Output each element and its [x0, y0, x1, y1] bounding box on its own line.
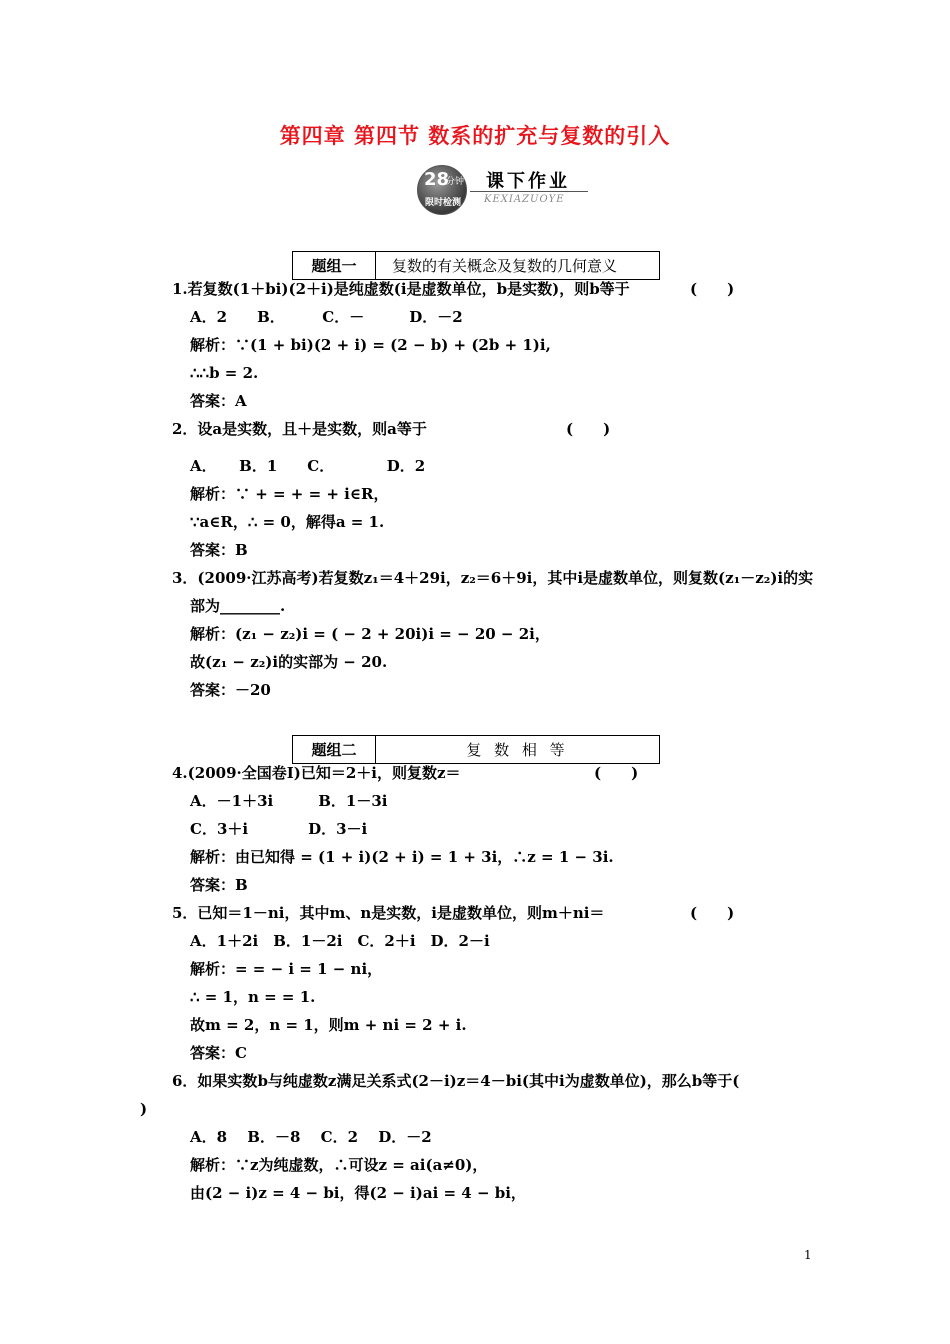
options: A．8 B．－8 C．2 D．－2 — [190, 1128, 432, 1146]
group-topic: 复 数 相 等 — [466, 741, 569, 759]
options: A．2 B． C．－ D．－2 — [190, 308, 463, 326]
options: C．3＋i D．3－i — [190, 820, 368, 838]
group-header-1 — [292, 251, 660, 280]
badge-number: 28 — [424, 169, 450, 190]
answer-line: 答案：B — [190, 876, 248, 894]
answer-blank: ( ) — [690, 904, 735, 922]
badge-subtitle: 限时检测 — [424, 198, 461, 208]
options: A．－1＋3i B．1－3i — [190, 792, 388, 810]
group-header-2 — [292, 735, 660, 764]
solution-line: 解析：由已知得 = (1 + i)(2 + i) = 1 + 3i，∴z = 1 − 3i. — [190, 848, 614, 866]
question-3: 3．(2009·江苏高考)若复数z₁＝4＋29i，z₂＝6＋9i，其中i是虚数单位，则复数(z₁－z₂)i的实 — [172, 569, 814, 587]
solution-line: ∴ = 1，n = = 1. — [190, 988, 316, 1006]
answer-line: 答案：B — [190, 541, 248, 559]
page-title: 第四章 第四节 数系的扩充与复数的引入 — [279, 123, 671, 148]
solution-line: 故(z₁ − z₂)i的实部为 − 20. — [190, 653, 388, 671]
banner-title: 课下作业 — [486, 171, 570, 192]
solution-line: ∵a∈R，∴ = 0，解得a = 1. — [190, 513, 385, 531]
answer-line: 答案：C — [190, 1044, 247, 1062]
question-3-continued: 部为________. — [190, 597, 286, 615]
solution-line: 解析：∵(1 + bi)(2 + i) = (2 − b) + (2b + 1)i, — [190, 336, 551, 354]
homework-banner — [412, 163, 602, 221]
banner-divider — [470, 191, 588, 192]
group-label: 题组一 — [293, 252, 376, 279]
solution-line: 故m = 2，n = 1，则m + ni = 2 + i. — [190, 1016, 467, 1034]
page-number: 1 — [804, 1248, 812, 1262]
question-2: 2．设a是实数，且＋是实数，则a等于 — [172, 420, 427, 438]
answer-blank: ( ) — [594, 764, 639, 782]
options: A． B．1 C． D．2 — [190, 457, 426, 475]
solution-line: 由(2 − i)z = 4 − bi，得(2 − i)ai = 4 − bi， — [190, 1184, 526, 1202]
question-5: 5．已知＝1－ni，其中m、n是实数，i是虚数单位，则m＋ni＝ — [172, 904, 605, 922]
solution-line: 解析：= = − i = 1 − ni， — [190, 960, 383, 978]
question-6-continued: ) — [140, 1100, 148, 1118]
answer-blank: ( ) — [566, 420, 611, 438]
group-topic: 复数的有关概念及复数的几何意义 — [392, 257, 618, 275]
badge-unit: 分钟 — [446, 177, 465, 187]
question-1: 1.若复数(1＋bi)(2＋i)是纯虚数(i是虚数单位，b是实数)，则b等于 — [172, 280, 630, 298]
group-label: 题组二 — [293, 736, 376, 763]
solution-line: ∴∴b = 2. — [190, 364, 259, 382]
answer-blank: ( ) — [690, 280, 735, 298]
solution-line: 解析：∵z为纯虚数，∴可设z = ai(a≠0)， — [190, 1156, 488, 1174]
solution-line: 解析：∵ + = + = + i∈R， — [190, 485, 389, 503]
answer-line: 答案：－20 — [190, 681, 271, 699]
answer-line: 答案：A — [190, 392, 247, 410]
options: A．1＋2i B．1－2i C．2＋i D．2－i — [190, 932, 490, 950]
solution-line: 解析：(z₁ − z₂)i = ( − 2 + 20i)i = − 20 − 2i， — [190, 625, 550, 643]
timer-badge-icon — [417, 165, 467, 215]
question-6: 6．如果实数b与纯虚数z满足关系式(2－i)z＝4－bi(其中i为虚数单位)，那么b等于( — [172, 1072, 740, 1090]
banner-subtitle: KEXIAZUOYE — [484, 194, 565, 205]
question-4: 4.(2009·全国卷Ⅰ)已知＝2＋i，则复数z＝ — [172, 764, 461, 782]
